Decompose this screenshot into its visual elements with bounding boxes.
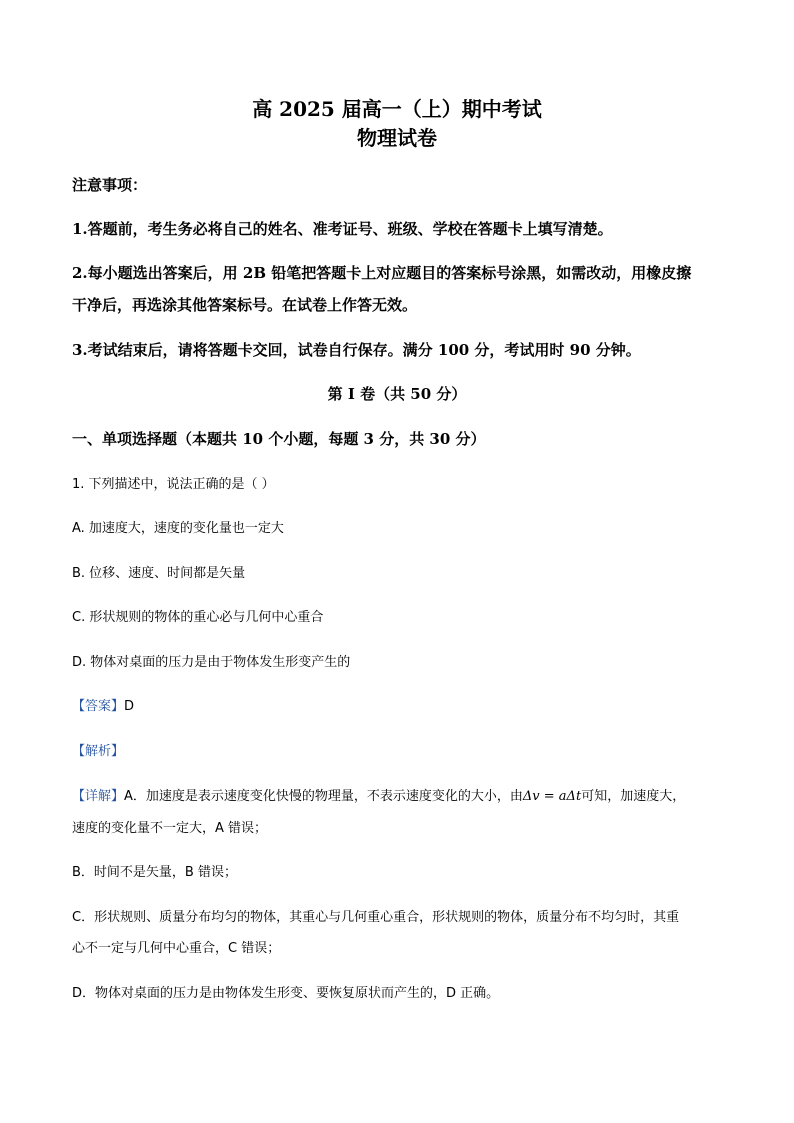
option-d: D. 物体对桌面的压力是由于物体发生形变产生的	[72, 655, 351, 670]
notice-item-1: 1.答题前，考生务必将自己的姓名、准考证号、班级、学校在答题卡上填写清楚。	[72, 220, 613, 238]
question-stem: 1. 下列描述中，说法正确的是（ ）	[72, 477, 275, 492]
detail-c-line-1: C．形状规则、质量分布均匀的物体，其重心与几何重心重合，形状规则的物体，质量分布不均匀时，其重	[72, 910, 680, 925]
notice-item-3: 3.考试结束后，请将答题卡交回，试卷自行保存。满分 100 分，考试用时 90 分钟。	[72, 341, 641, 359]
detail-a-line-1	[72, 790, 685, 803]
option-a: A. 加速度大，速度的变化量也一定大	[72, 521, 284, 536]
notice-item-2-line-2: 干净后，再选涂其他答案标号。在试卷上作答无效。	[72, 296, 418, 314]
answer-line	[72, 700, 134, 713]
exam-title: 高 2025 届高一（上）期中考试	[252, 97, 542, 121]
detail-a-text-2: 可知，加速度大，	[581, 789, 686, 804]
option-b: B. 位移、速度、时间都是矢量	[72, 566, 246, 581]
analysis-tag: 【解析】	[72, 744, 125, 759]
notice-heading: 注意事项：	[72, 176, 148, 194]
section-heading: 一、单项选择题（本题共 10 个小题，每题 3 分，共 30 分）	[72, 430, 486, 448]
detail-b: B．时间不是矢量，B 错误；	[72, 865, 237, 880]
exam-subtitle: 物理试卷	[357, 126, 437, 150]
notice-item-2-line-1: 2.每小题选出答案后，用 2B 铅笔把答题卡上对应题目的答案标号涂黑，如需改动，用橡皮擦	[72, 264, 692, 282]
detail-a-text-1: A．加速度是表示速度变化快慢的物理量，不表示速度变化的大小，由	[124, 789, 523, 804]
part-heading: 第 I 卷（共 50 分）	[327, 385, 467, 403]
option-c: C. 形状规则的物体的重心必与几何中心重合	[72, 610, 324, 625]
detail-d: D．物体对桌面的压力是由物体发生形变、要恢复原状而产生的，D 正确。	[72, 986, 500, 1001]
detail-c-line-2: 心不一定与几何中心重合，C 错误；	[72, 941, 281, 956]
detail-a-line-2: 速度的变化量不一定大，A 错误；	[72, 821, 268, 836]
answer-value: D	[124, 699, 135, 714]
detail-tag: 【详解】	[72, 789, 125, 804]
formula: Δv = aΔt	[522, 789, 582, 804]
answer-tag: 【答案】	[72, 699, 125, 714]
